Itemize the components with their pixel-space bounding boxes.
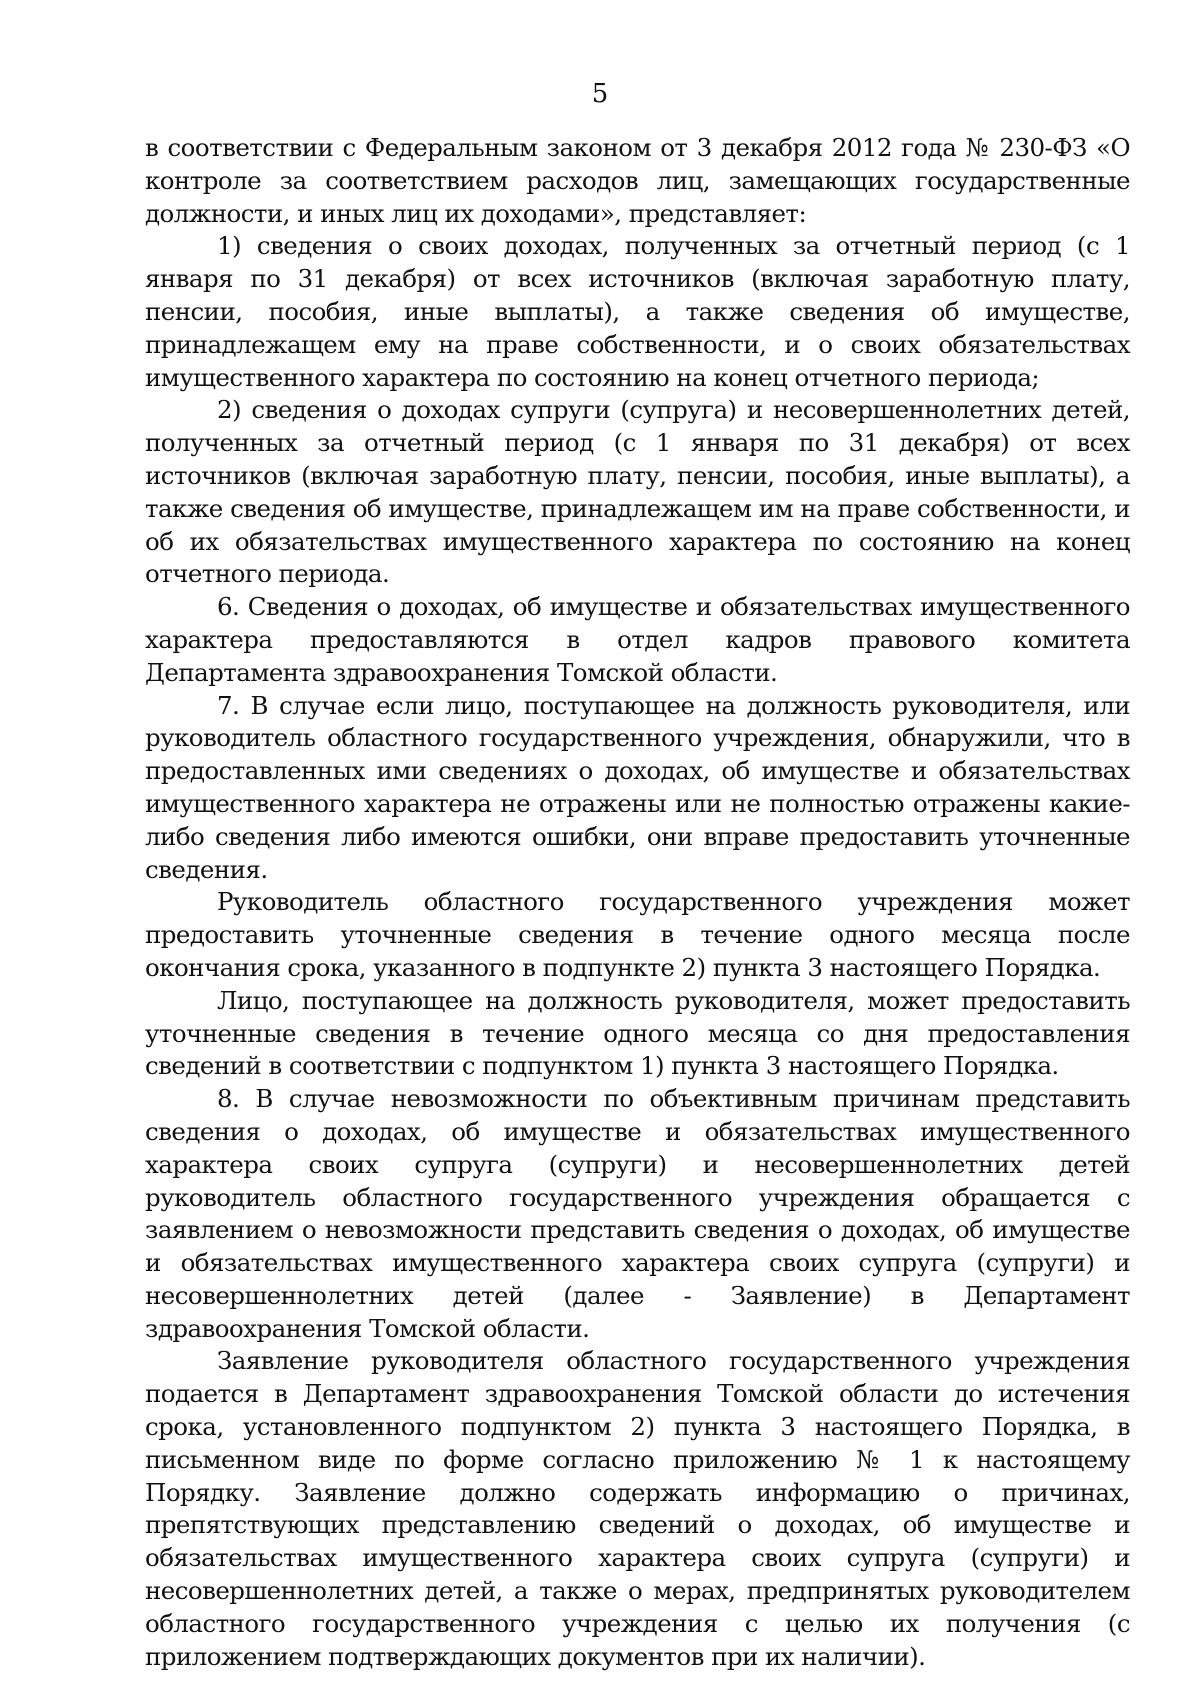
- paragraph: Заявление руководителя областного государственного учреждения подается в Департамент здравоохранения Томской области до истечения срока, установленного подпунктом 2) пункта 3 настоящего Порядка, в письменном виде по форме согласно приложению № 1 к настоящему Порядку. Заявление должно содержать информацию о причинах, препятствующих представлению сведений о доходах, об имуществе и обязательствах имущественного характера своих супруга (супруги) и несовершеннолетних детей, а также о мерах, предпринятых руководителем областного государственного учреждения с целью их получения (с приложением подтверждающих документов при их наличии).: [145, 1346, 1130, 1671]
- paragraph: в соответствии с Федеральным законом от 3 декабря 2012 года № 230-ФЗ «О контроле за соответствием расходов лиц, замещающих государственные должности, и иных лиц их доходами», представляет:: [145, 133, 1130, 228]
- paragraph: 7. В случае если лицо, поступающее на должность руководителя, или руководитель областного государственного учреждения, обнаружили, что в предоставленных ими сведениях о доходах, об имуществе и обязательствах имущественного характера не отражены или не полностью отражены какие-либо сведения либо имеются ошибки, они вправе предоставить уточненные сведения.: [145, 690, 1130, 884]
- page-number: 5: [591, 79, 609, 109]
- paragraph: Лицо, поступающее на должность руководителя, может предоставить уточненные сведения в течение одного месяца со дня предоставления сведений в соответствии с подпунктом 1) пункта 3 настоящего Порядка.: [145, 985, 1130, 1081]
- paragraph: 6. Сведения о доходах, об имуществе и обязательствах имущественного характера предоставляются в отдел кадров правового комитета Департамента здравоохранения Томской области.: [145, 592, 1130, 687]
- paragraph: Руководитель областного государственного учреждения может предоставить уточненные сведения в течение одного месяца после окончания срока, указанного в подпункте 2) пункта 3 настоящего Порядка.: [145, 887, 1130, 982]
- paragraph: 1) сведения о своих доходах, полученных за отчетный период (с 1 января по 31 декабря) от всех источников (включая заработную плату, пенсии, пособия, иные выплаты), а также сведения об имуществе, принадлежащем ему на праве собственности, и о своих обязательствах имущественного характера по состоянию на конец отчетного периода;: [145, 231, 1130, 392]
- paragraph: 2) сведения о доходах супруги (супруга) и несовершеннолетних детей, полученных за отчетный период (с 1 января по 31 декабря) от всех источников (включая заработную плату, пенсии, пособия, иные выплаты), а также сведения об имуществе, принадлежащем им на праве собственности, и об их обязательствах имущественного характера по состоянию на конец отчетного периода.: [145, 395, 1130, 589]
- document-body: [145, 132, 1130, 1673]
- paragraph: 8. В случае невозможности по объективным причинам представить сведения о доходах, об имуществе и обязательствах имущественного характера своих супруга (супруги) и несовершеннолетних детей руководитель областного государственного учреждения обращается с заявлением о невозможности представить сведения о доходах, об имуществе и обязательствах имущественного характера своих супруга (супруги) и несовершеннолетних детей (далее - Заявление) в Департамент здравоохранения Томской области.: [145, 1084, 1130, 1343]
